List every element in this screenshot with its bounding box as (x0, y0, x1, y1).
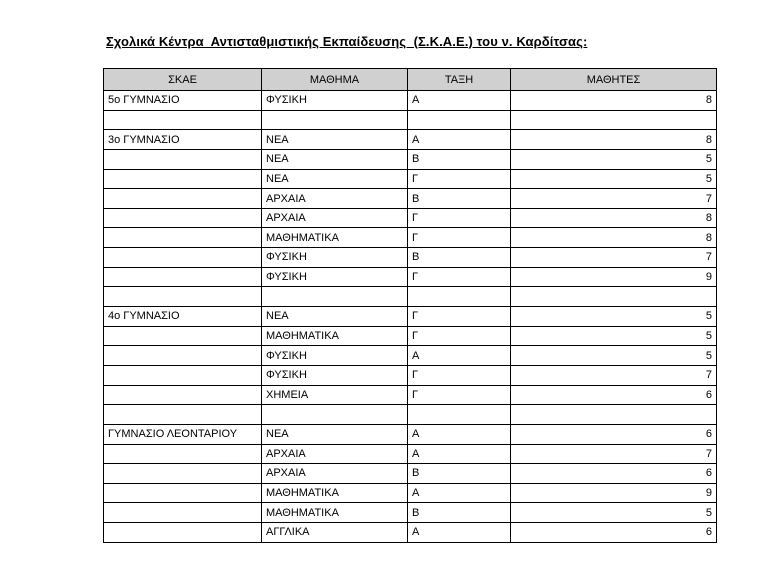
cell-skae (104, 365, 262, 385)
cell-class (408, 405, 511, 425)
cell-skae (104, 385, 262, 405)
table-row (104, 307, 717, 327)
cell-students: 6 (511, 424, 717, 444)
table-row (104, 169, 717, 189)
cell-class: Α (408, 444, 511, 464)
table-row (104, 424, 717, 444)
cell-students (511, 405, 717, 425)
cell-subject: ΦΥΣΙΚΗ (262, 365, 408, 385)
cell-skae (104, 346, 262, 366)
cell-class: Β (408, 248, 511, 268)
table-row (104, 346, 717, 366)
cell-students: 5 (511, 149, 717, 169)
cell-students: 5 (511, 326, 717, 346)
table-row (104, 267, 717, 287)
header-row (104, 69, 717, 91)
cell-class: Β (408, 189, 511, 209)
cell-subject: ΝΕΑ (262, 130, 408, 150)
cell-subject: ΑΡΧΑΙΑ (262, 444, 408, 464)
table-row (104, 444, 717, 464)
cell-students: 6 (511, 464, 717, 484)
cell-class: Γ (408, 307, 511, 327)
cell-skae: ΓΥΜΝΑΣΙΟ ΛΕΟΝΤΑΡΙΟΥ (104, 424, 262, 444)
cell-subject: ΑΓΓΛΙΚΑ (262, 523, 408, 543)
cell-skae (104, 189, 262, 209)
table-row (104, 287, 717, 307)
cell-class: Γ (408, 326, 511, 346)
cell-class: Β (408, 464, 511, 484)
table-row (104, 228, 717, 248)
cell-students: 5 (511, 307, 717, 327)
table-row (104, 149, 717, 169)
cell-subject: ΧΗΜΕΙΑ (262, 385, 408, 405)
table-row (104, 91, 717, 111)
cell-subject (262, 405, 408, 425)
cell-subject (262, 287, 408, 307)
cell-students: 7 (511, 365, 717, 385)
cell-class: Α (408, 523, 511, 543)
cell-students: 7 (511, 189, 717, 209)
cell-class: Γ (408, 385, 511, 405)
cell-students: 8 (511, 208, 717, 228)
table-row (104, 208, 717, 228)
cell-class: Γ (408, 228, 511, 248)
cell-skae (104, 405, 262, 425)
cell-skae: 5ο ΓΥΜΝΑΣΙΟ (104, 91, 262, 111)
cell-class: Γ (408, 208, 511, 228)
table-header (104, 69, 717, 91)
cell-class: Α (408, 424, 511, 444)
table-row (104, 405, 717, 425)
cell-skae: 4ο ΓΥΜΝΑΣΙΟ (104, 307, 262, 327)
cell-skae (104, 248, 262, 268)
cell-students: 6 (511, 523, 717, 543)
cell-class (408, 287, 511, 307)
cell-class: Α (408, 483, 511, 503)
cell-subject: ΝΕΑ (262, 149, 408, 169)
cell-skae (104, 208, 262, 228)
cell-students: 5 (511, 169, 717, 189)
cell-class: Α (408, 130, 511, 150)
cell-students: 8 (511, 130, 717, 150)
header-subject: ΜΑΘΗΜΑ (262, 69, 408, 91)
header-class: ΤΑΞΗ (408, 69, 511, 91)
cell-skae: 3ο ΓΥΜΝΑΣΙΟ (104, 130, 262, 150)
cell-skae (104, 503, 262, 523)
cell-students: 7 (511, 248, 717, 268)
table-row (104, 248, 717, 268)
cell-students: 5 (511, 503, 717, 523)
cell-class: Β (408, 503, 511, 523)
cell-students: 6 (511, 385, 717, 405)
cell-subject: ΑΡΧΑΙΑ (262, 189, 408, 209)
table-row (104, 523, 717, 543)
cell-students (511, 287, 717, 307)
table-row (104, 464, 717, 484)
cell-class: Γ (408, 365, 511, 385)
cell-skae (104, 267, 262, 287)
cell-subject: ΦΥΣΙΚΗ (262, 346, 408, 366)
cell-skae (104, 326, 262, 346)
cell-students: 7 (511, 444, 717, 464)
cell-students: 9 (511, 267, 717, 287)
table-row (104, 189, 717, 209)
cell-skae (104, 523, 262, 543)
table-row (104, 385, 717, 405)
table-body (104, 91, 717, 543)
cell-subject: ΦΥΣΙΚΗ (262, 91, 408, 111)
cell-subject: ΝΕΑ (262, 424, 408, 444)
header-skae: ΣΚΑΕ (104, 69, 262, 91)
table-row (104, 110, 717, 130)
cell-students: 9 (511, 483, 717, 503)
cell-subject: ΑΡΧΑΙΑ (262, 208, 408, 228)
cell-skae (104, 464, 262, 484)
cell-subject: ΜΑΘΗΜΑΤΙΚΑ (262, 503, 408, 523)
cell-students: 8 (511, 228, 717, 248)
cell-skae (104, 444, 262, 464)
cell-students: 8 (511, 91, 717, 111)
cell-class: Γ (408, 169, 511, 189)
cell-subject: ΦΥΣΙΚΗ (262, 267, 408, 287)
cell-subject: ΑΡΧΑΙΑ (262, 464, 408, 484)
cell-students: 5 (511, 346, 717, 366)
cell-class: Α (408, 91, 511, 111)
cell-subject: ΜΑΘΗΜΑΤΙΚΑ (262, 326, 408, 346)
cell-skae (104, 228, 262, 248)
cell-skae (104, 169, 262, 189)
table-row (104, 365, 717, 385)
cell-skae (104, 110, 262, 130)
cell-subject: ΦΥΣΙΚΗ (262, 248, 408, 268)
table-row (104, 483, 717, 503)
table-row (104, 326, 717, 346)
cell-subject (262, 110, 408, 130)
cell-subject: ΜΑΘΗΜΑΤΙΚΑ (262, 228, 408, 248)
cell-students (511, 110, 717, 130)
header-students: ΜΑΘΗΤΕΣ (511, 69, 717, 91)
document-title: Σχολικά Κέντρα Αντισταθμιστικής Εκπαίδευσης (Σ.Κ.Α.Ε.) του ν. Καρδίτσας: (106, 34, 588, 49)
skae-table (103, 68, 717, 543)
table-row (104, 503, 717, 523)
cell-skae (104, 149, 262, 169)
cell-class (408, 110, 511, 130)
cell-subject: ΝΕΑ (262, 169, 408, 189)
cell-subject: ΝΕΑ (262, 307, 408, 327)
cell-class: Γ (408, 267, 511, 287)
cell-skae (104, 287, 262, 307)
cell-skae (104, 483, 262, 503)
table-row (104, 130, 717, 150)
cell-class: Β (408, 149, 511, 169)
cell-subject: ΜΑΘΗΜΑΤΙΚΑ (262, 483, 408, 503)
cell-class: Α (408, 346, 511, 366)
